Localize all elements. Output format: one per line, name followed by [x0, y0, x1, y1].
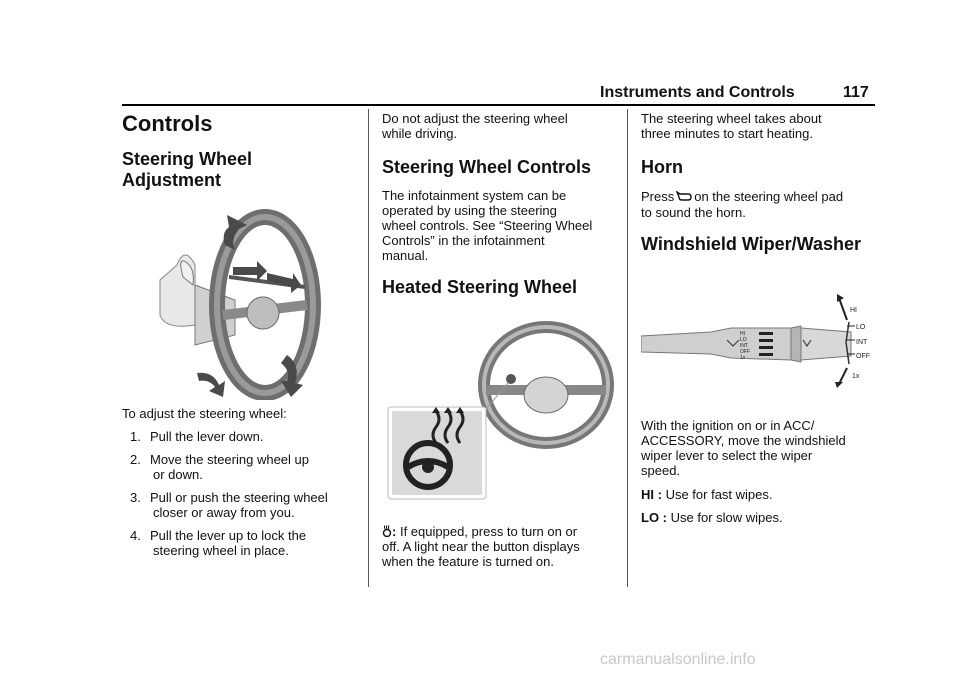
wiper-lo-text: Use for slow wipes.	[670, 510, 783, 525]
step-2-cont: or down.	[153, 467, 203, 482]
heated-wheel-icon	[382, 525, 392, 537]
heading-windshield-wiper-washer: Windshield Wiper/Washer	[641, 234, 862, 254]
column-divider-1	[368, 109, 369, 587]
step-4	[130, 528, 306, 543]
stalk-int-label: INT	[856, 339, 868, 346]
heading-steering-wheel-controls: Steering Wheel Controls	[382, 157, 592, 177]
stalk-off-label: OFF	[856, 353, 870, 360]
header-rule	[122, 104, 875, 106]
horn-text: on the steering wheel pad	[694, 189, 844, 204]
col2-para2-line1: The infotainment system can be	[382, 188, 567, 203]
heated-wheel-desc-line2: off. A light near the button displays	[382, 539, 580, 554]
stalk-hi-label: HI	[850, 307, 857, 314]
page-number: 117	[843, 84, 869, 101]
heated-wheel-colon: :	[392, 524, 397, 539]
section-heading-controls: Controls	[122, 111, 213, 136]
stalk-inner-int: INT	[740, 343, 749, 349]
horn-press: Press	[641, 189, 675, 204]
horn-icon	[676, 191, 692, 201]
page-header-title: Instruments and Controls	[600, 84, 795, 101]
wiper-para-line2: ACCESSORY, move the windshield	[641, 433, 846, 448]
step-2	[130, 452, 309, 467]
step-number: 1.	[130, 429, 141, 444]
wiper-para-line4: speed.	[641, 463, 681, 478]
step-text: Pull the lever up to lock the	[150, 528, 307, 543]
step-number: 3.	[130, 490, 141, 505]
col3-heating-line2: three minutes to start heating.	[641, 126, 813, 141]
step-text: Pull or push the steering wheel	[150, 490, 328, 505]
wiper-hi-label: HI :	[641, 487, 662, 502]
horn-line1	[641, 189, 843, 204]
stalk-1x-label: 1x	[852, 373, 860, 380]
heated-wheel-desc-line3: when the feature is turned on.	[382, 554, 555, 569]
heated-wheel-desc-line1	[382, 524, 577, 539]
heated-wheel-illustration	[386, 315, 614, 503]
wiper-para-line1: With the ignition on or in ACC/	[641, 418, 815, 433]
step-1	[130, 429, 263, 444]
heated-wheel-text: If equipped, press to turn on or	[399, 524, 578, 539]
wiper-para-line3: wiper lever to select the wiper	[641, 448, 813, 463]
wiper-hi-text: Use for fast wipes.	[665, 487, 773, 502]
stalk-inner-1x: 1x	[740, 355, 746, 361]
column-divider-2	[627, 109, 628, 587]
step-3-cont: closer or away from you.	[153, 505, 295, 520]
col2-warning-line1: Do not adjust the steering wheel	[382, 111, 568, 126]
step-number: 4.	[130, 528, 141, 543]
col2-para2-line3: wheel controls. See “Steering Wheel	[382, 218, 593, 233]
step-3	[130, 490, 328, 505]
wiper-lo-label: LO :	[641, 510, 667, 525]
step-4-cont: steering wheel in place.	[153, 543, 289, 558]
wiper-hi-entry	[641, 487, 773, 502]
stalk-lo-label: LO	[856, 324, 866, 331]
heading-steering-wheel-adjustment-line1: Steering Wheel	[122, 149, 253, 169]
adjust-intro: To adjust the steering wheel:	[122, 406, 287, 421]
step-number: 2.	[130, 452, 141, 467]
col2-para2-line2: operated by using the steering	[382, 203, 557, 218]
step-text: Pull the lever down.	[150, 429, 264, 444]
horn-line2: to sound the horn.	[641, 205, 746, 220]
stalk-inner-lo: LO	[740, 337, 747, 343]
stalk-inner-off: OFF	[740, 349, 750, 355]
footer-watermark: carmanualsonline.info	[600, 651, 756, 668]
heading-horn: Horn	[641, 157, 683, 177]
col2-warning-line2: while driving.	[382, 126, 458, 141]
wiper-stalk-illustration	[641, 292, 876, 392]
stalk-inner-hi: HI	[740, 331, 745, 337]
heading-heated-steering-wheel: Heated Steering Wheel	[382, 277, 578, 297]
heading-steering-wheel-adjustment-line2: Adjustment	[122, 170, 221, 190]
wiper-lo-entry	[641, 510, 783, 525]
col3-heating-line1: The steering wheel takes about	[641, 111, 822, 126]
steering-adjustment-illustration	[155, 205, 335, 400]
col2-para2-line4: Controls” in the infotainment	[382, 233, 545, 248]
step-text: Move the steering wheel up	[150, 452, 309, 467]
col2-para2-line5: manual.	[382, 248, 429, 263]
